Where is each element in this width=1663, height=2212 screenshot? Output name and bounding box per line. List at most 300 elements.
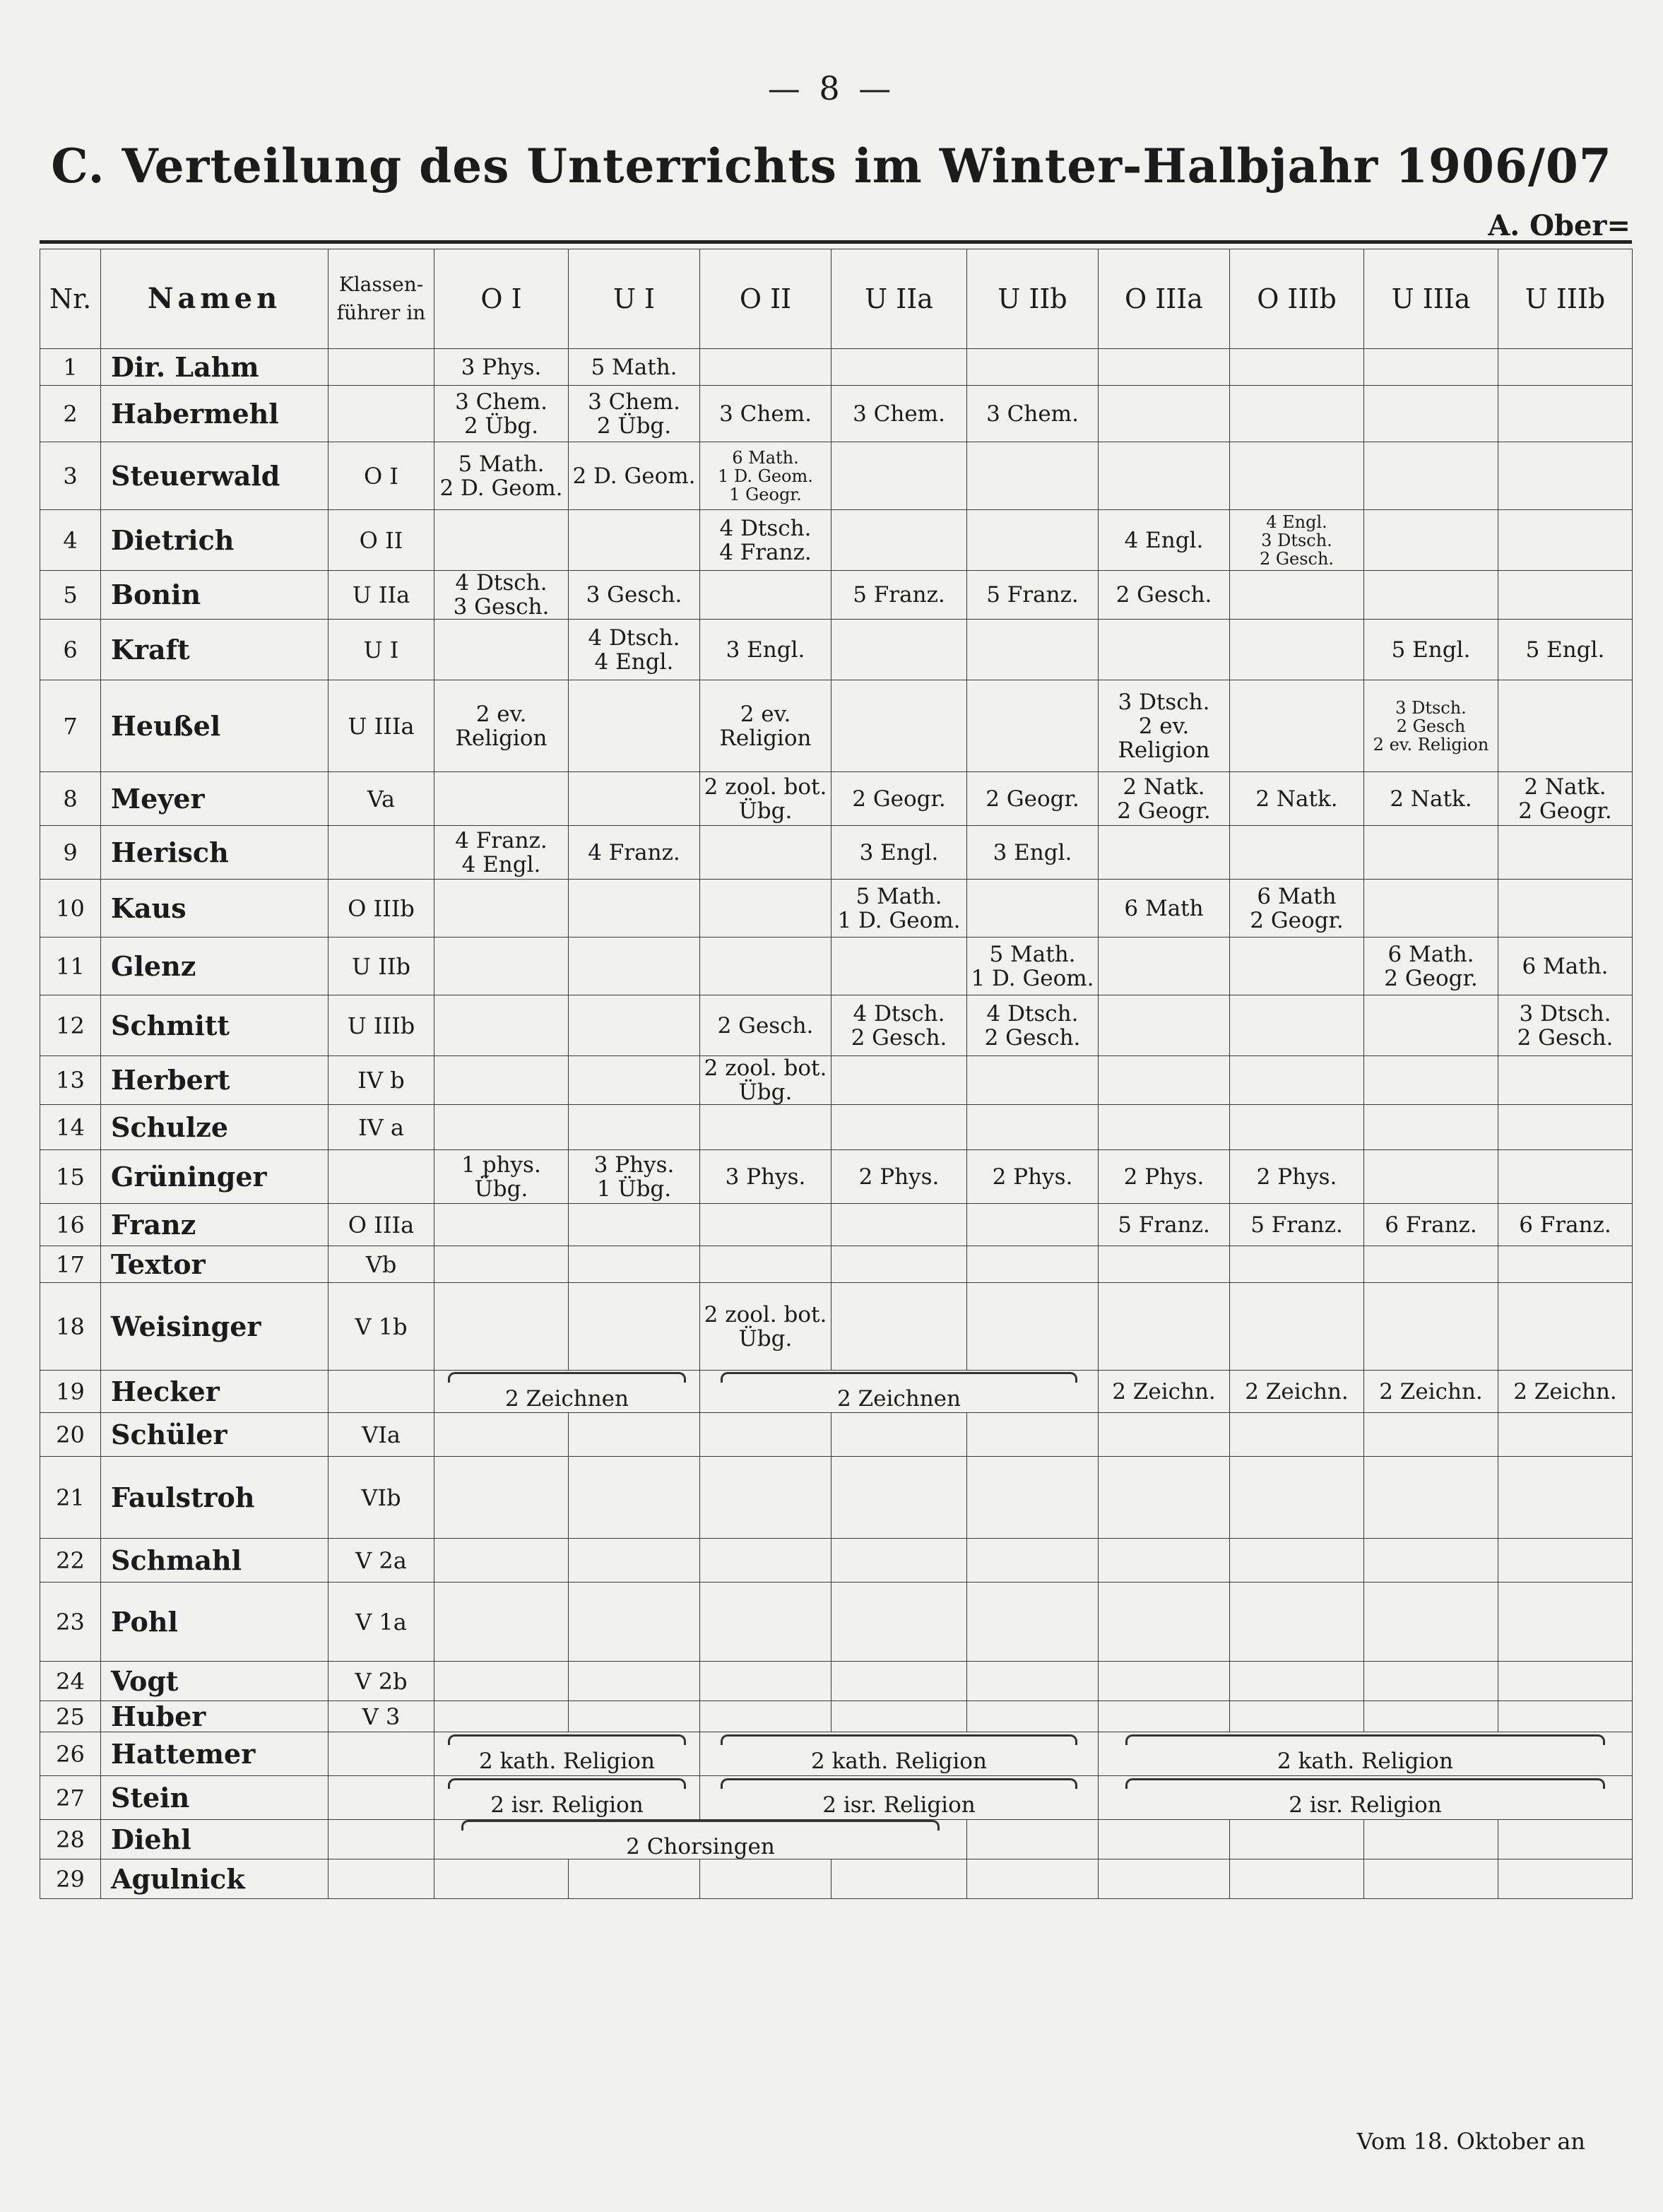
lesson-cell: 4 Dtsch. 2 Gesch. [832,995,967,1056]
lesson-cell [700,826,832,880]
lesson-cell [434,1204,569,1246]
table-row [40,772,1633,826]
row-number: 26 [40,1732,101,1776]
teacher-name: Vogt [101,1662,329,1701]
table-row [40,571,1633,620]
lesson-cell [832,1056,967,1105]
table-row [40,680,1633,772]
lesson-cell: 3 Chem. [967,386,1099,442]
lesson-cell: 5 Franz. [832,571,967,620]
class-leader: U IIb [329,938,434,995]
lesson-cell [1498,1539,1633,1583]
lesson-cell: 5 Franz. [967,571,1099,620]
lesson-cell [967,1056,1099,1105]
teacher-name: Bonin [101,571,329,620]
lesson-cell [1498,442,1633,510]
row-number: 13 [40,1056,101,1105]
lesson-cell [1498,1662,1633,1701]
lesson-cell: 2 Gesch. [700,995,832,1056]
lesson-cell [569,1662,700,1701]
brace-mark [721,1778,1078,1789]
brace-mark [448,1734,685,1745]
row-number: 25 [40,1701,101,1732]
lesson-cell [434,1105,569,1150]
lesson-cell [1364,1662,1498,1701]
lesson-cell [1099,1539,1230,1583]
lesson-cell: 4 Dtsch. 3 Gesch. [434,571,569,620]
lesson-cell [569,1105,700,1150]
lesson-cell [700,1662,832,1701]
brace-mark [448,1372,685,1383]
lesson-cell [569,680,700,772]
lesson-cell [1364,1246,1498,1283]
shared-lesson-text: 2 Zeichnen [837,1386,961,1412]
row-number: 8 [40,772,101,826]
lesson-cell [1364,880,1498,938]
teacher-name: Steuerwald [101,442,329,510]
lesson-cell [1230,1105,1364,1150]
lesson-cell [1230,571,1364,620]
shared-lesson-cell [700,1732,1099,1776]
lesson-cell [700,1539,832,1583]
lesson-cell [1364,442,1498,510]
lesson-cell [832,1539,967,1583]
lesson-cell [1099,1820,1230,1859]
row-number: 12 [40,995,101,1056]
lesson-cell: 5 Franz. [1230,1204,1364,1246]
lesson-cell [1230,1701,1364,1732]
class-leader: U IIa [329,571,434,620]
lesson-cell [1230,1820,1364,1859]
lesson-cell [832,1701,967,1732]
row-number: 20 [40,1413,101,1457]
lesson-cell [1099,1457,1230,1539]
teacher-name: Agulnick [101,1859,329,1899]
lesson-cell [832,1413,967,1457]
lesson-cell: 3 Chem. [700,386,832,442]
page-subheading: A. Ober= [1488,209,1631,242]
teacher-name: Schmitt [101,995,329,1056]
class-leader: O IIIa [329,1204,434,1246]
lesson-cell [1230,386,1364,442]
class-leader [329,1859,434,1899]
lesson-cell: 2 zool. bot. Übg. [700,1283,832,1371]
lesson-cell: 3 Engl. [700,620,832,680]
lesson-cell [832,1583,967,1662]
lesson-cell [967,1246,1099,1283]
row-number: 1 [40,349,101,386]
lesson-cell: 2 Natk. 2 Geogr. [1099,772,1230,826]
shared-lesson-text: 2 Chorsingen [626,1834,775,1859]
col-namen: Namen [101,249,329,349]
lesson-cell [1230,995,1364,1056]
lesson-cell: 2 Phys. [1099,1150,1230,1204]
teacher-name: Herisch [101,826,329,880]
lesson-cell [434,1246,569,1283]
lesson-cell: 2 zool. bot. Übg. [700,772,832,826]
lesson-cell [569,1413,700,1457]
lesson-cell [1364,1056,1498,1105]
shared-lesson-text: 2 kath. Religion [811,1749,987,1774]
col-oi: O I [434,249,569,349]
teacher-name: Schüler [101,1413,329,1457]
shared-lesson-text: 2 isr. Religion [822,1792,976,1818]
lesson-cell [1498,880,1633,938]
shared-lesson-cell [700,1371,1099,1413]
lesson-cell [1498,1413,1633,1457]
lesson-cell [1364,386,1498,442]
lesson-cell [434,620,569,680]
lesson-cell [967,510,1099,571]
shared-lesson-text: 2 Zeichnen [505,1386,629,1412]
lesson-cell [569,1539,700,1583]
lesson-cell [967,1457,1099,1539]
lesson-cell [1364,995,1498,1056]
lesson-cell: 3 Phys. [434,349,569,386]
lesson-cell [1364,1820,1498,1859]
teacher-name: Hattemer [101,1732,329,1776]
lesson-cell: 5 Franz. [1099,1204,1230,1246]
lesson-cell [1230,1056,1364,1105]
lesson-cell [569,1859,700,1899]
class-leader: Va [329,772,434,826]
lesson-cell [1498,680,1633,772]
shared-lesson-text: 2 kath. Religion [479,1749,655,1774]
teacher-name: Dir. Lahm [101,349,329,386]
lesson-cell [434,1413,569,1457]
lesson-cell [1230,826,1364,880]
lesson-cell: 5 Math. 1 D. Geom. [967,938,1099,995]
page-title: C. Verteilung des Unterrichts im Winter-Halbjahr 1906/07 [51,138,1612,194]
lesson-cell [967,1105,1099,1150]
lesson-cell [1498,349,1633,386]
lesson-cell [967,1204,1099,1246]
teacher-name: Textor [101,1246,329,1283]
lesson-cell: 3 Phys. 1 Übg. [569,1150,700,1204]
lesson-cell [1498,1457,1633,1539]
lesson-cell [832,1662,967,1701]
row-number: 5 [40,571,101,620]
teacher-name: Herbert [101,1056,329,1105]
table-row [40,1283,1633,1371]
table-row [40,1701,1633,1732]
teacher-name: Dietrich [101,510,329,571]
lesson-cell [434,1859,569,1899]
lesson-cell [832,1859,967,1899]
class-leader [329,1776,434,1820]
col-oii: O II [700,249,832,349]
lesson-cell [1230,620,1364,680]
lesson-cell [1099,1056,1230,1105]
lesson-cell [1230,1583,1364,1662]
shared-lesson-cell [434,1820,967,1859]
class-leader [329,1732,434,1776]
table-row [40,1105,1633,1150]
teacher-name: Schulze [101,1105,329,1150]
lesson-cell: 3 Chem. [832,386,967,442]
lesson-cell: 3 Gesch. [569,571,700,620]
shared-lesson-cell [1099,1732,1633,1776]
col-uiia: U IIa [832,249,967,349]
lesson-cell [569,1204,700,1246]
lesson-cell [1364,1283,1498,1371]
col-oiiia: O IIIa [1099,249,1230,349]
lesson-cell [1498,1150,1633,1204]
row-number: 22 [40,1539,101,1583]
shared-lesson-cell [1099,1776,1633,1820]
lesson-cell [1099,1283,1230,1371]
lesson-cell [832,1246,967,1283]
lesson-cell [434,772,569,826]
lesson-cell [967,680,1099,772]
lesson-cell [569,1701,700,1732]
teacher-name: Meyer [101,772,329,826]
lesson-cell [1364,510,1498,571]
lesson-cell [1364,1539,1498,1583]
lesson-cell [700,1105,832,1150]
lesson-cell: 2 Natk. [1364,772,1498,826]
lesson-cell [1099,826,1230,880]
lesson-cell: 2 Zeichn. [1230,1371,1364,1413]
lesson-cell [1498,510,1633,571]
lesson-cell: 4 Dtsch. 4 Franz. [700,510,832,571]
lesson-cell [967,620,1099,680]
lesson-cell: 4 Engl. [1099,510,1230,571]
class-leader: U IIIa [329,680,434,772]
lesson-cell [700,571,832,620]
class-leader: IV a [329,1105,434,1150]
row-number: 4 [40,510,101,571]
class-leader: V 2a [329,1539,434,1583]
shared-lesson-text: 2 isr. Religion [1289,1792,1442,1818]
row-number: 15 [40,1150,101,1204]
class-leader: U I [329,620,434,680]
lesson-cell [1230,938,1364,995]
table-row [40,826,1633,880]
table-row [40,510,1633,571]
lesson-cell: 6 Franz. [1498,1204,1633,1246]
row-number: 27 [40,1776,101,1820]
lesson-cell [700,1701,832,1732]
lesson-cell [1498,1283,1633,1371]
lesson-cell [832,1283,967,1371]
teacher-name: Weisinger [101,1283,329,1371]
shared-lesson-cell [434,1732,700,1776]
lesson-cell: 6 Franz. [1364,1204,1498,1246]
lesson-cell [1099,1105,1230,1150]
lesson-cell: 6 Math. [1498,938,1633,995]
lesson-cell [434,1539,569,1583]
brace-mark [448,1778,685,1789]
lesson-cell [434,1457,569,1539]
lesson-cell [434,1662,569,1701]
teacher-name: Franz [101,1204,329,1246]
lesson-cell [700,880,832,938]
lesson-cell [832,349,967,386]
lesson-cell: 2 Zeichn. [1364,1371,1498,1413]
class-leader [329,349,434,386]
lesson-cell [1498,571,1633,620]
teacher-name: Grüninger [101,1150,329,1204]
lesson-cell: 5 Engl. [1498,620,1633,680]
table-row [40,1776,1633,1820]
row-number: 16 [40,1204,101,1246]
lesson-cell [832,680,967,772]
lesson-cell [1364,826,1498,880]
teacher-name: Schmahl [101,1539,329,1583]
lesson-cell [967,1662,1099,1701]
table-row [40,1246,1633,1283]
lesson-cell [1230,1457,1364,1539]
brace-mark [461,1820,940,1830]
lesson-cell [1230,442,1364,510]
top-rule [40,240,1632,244]
class-leader: IV b [329,1056,434,1105]
lesson-cell [1364,1701,1498,1732]
lesson-cell [1364,1859,1498,1899]
lesson-cell: 2 Zeichn. [1498,1371,1633,1413]
lesson-cell [569,1457,700,1539]
lesson-cell: 5 Math. 1 D. Geom. [832,880,967,938]
row-number: 23 [40,1583,101,1662]
lesson-cell [569,1056,700,1105]
lesson-cell [1099,442,1230,510]
lesson-cell [967,349,1099,386]
row-number: 2 [40,386,101,442]
lesson-cell [700,1457,832,1539]
teacher-name: Huber [101,1701,329,1732]
lesson-cell: 2 Phys. [832,1150,967,1204]
lesson-cell [569,1583,700,1662]
table-row [40,995,1633,1056]
lesson-cell [700,1859,832,1899]
lesson-cell [1099,386,1230,442]
lesson-cell [1230,680,1364,772]
class-leader: VIa [329,1413,434,1457]
lesson-cell [1099,1583,1230,1662]
lesson-cell [434,1583,569,1662]
row-number: 24 [40,1662,101,1701]
lesson-cell: 2 zool. bot. Übg. [700,1056,832,1105]
teacher-name: Pohl [101,1583,329,1662]
footnote: Vom 18. Oktober an [1356,2128,1585,2155]
lesson-cell [569,938,700,995]
shared-lesson-text: 2 isr. Religion [490,1792,644,1818]
lesson-cell [1099,938,1230,995]
row-number: 19 [40,1371,101,1413]
lesson-cell: 2 Gesch. [1099,571,1230,620]
lesson-cell [967,1583,1099,1662]
lesson-cell [1498,1583,1633,1662]
class-leader [329,386,434,442]
col-klassen: Klassen-führer in [329,249,434,349]
lesson-cell [1230,1859,1364,1899]
lesson-cell [967,880,1099,938]
lesson-cell [967,1859,1099,1899]
col-uiiib: U IIIb [1498,249,1633,349]
lesson-cell [434,1056,569,1105]
lesson-cell [1099,1413,1230,1457]
lesson-cell [1364,1150,1498,1204]
lesson-cell [1230,349,1364,386]
lesson-cell [700,349,832,386]
lesson-cell [1364,571,1498,620]
table-row [40,1583,1633,1662]
class-leader: O IIIb [329,880,434,938]
lesson-cell [434,1701,569,1732]
lesson-cell: 2 ev. Religion [700,680,832,772]
table-row [40,1413,1633,1457]
lesson-cell: 3 Dtsch. 2 Gesch 2 ev. Religion [1364,680,1498,772]
table-row [40,442,1633,510]
table-row [40,880,1633,938]
lesson-cell: 2 Natk. 2 Geogr. [1498,772,1633,826]
row-number: 11 [40,938,101,995]
table-row [40,1859,1633,1899]
lesson-cell [832,510,967,571]
table-row [40,620,1633,680]
teacher-name: Faulstroh [101,1457,329,1539]
row-number: 18 [40,1283,101,1371]
teacher-name: Glenz [101,938,329,995]
row-number: 7 [40,680,101,772]
lesson-cell [434,938,569,995]
lesson-cell [832,442,967,510]
teacher-name: Diehl [101,1820,329,1859]
class-leader: O II [329,510,434,571]
table-row [40,1820,1633,1859]
lesson-cell [1498,1246,1633,1283]
lesson-cell [1230,1283,1364,1371]
table-row [40,1457,1633,1539]
teacher-name: Habermehl [101,386,329,442]
lesson-cell [1364,1583,1498,1662]
row-number: 3 [40,442,101,510]
table-row [40,1662,1633,1701]
lesson-cell [967,1820,1099,1859]
class-leader: Vb [329,1246,434,1283]
lesson-cell [700,1246,832,1283]
table-row [40,1204,1633,1246]
lesson-cell: 4 Engl. 3 Dtsch. 2 Gesch. [1230,510,1364,571]
lesson-cell [967,1413,1099,1457]
lesson-cell: 2 Zeichn. [1099,1371,1230,1413]
class-leader: V 3 [329,1701,434,1732]
col-ui: U I [569,249,700,349]
col-oiiib: O IIIb [1230,249,1364,349]
class-leader [329,1150,434,1204]
lesson-cell [1099,1859,1230,1899]
lesson-cell [1364,1413,1498,1457]
shared-lesson-cell [434,1371,700,1413]
row-number: 6 [40,620,101,680]
lesson-cell [434,1283,569,1371]
lesson-cell: 6 Math. 2 Geogr. [1364,938,1498,995]
lesson-cell [1099,620,1230,680]
lesson-cell: 2 D. Geom. [569,442,700,510]
lesson-cell: 3 Dtsch. 2 ev. Religion [1099,680,1230,772]
lesson-cell [700,1413,832,1457]
row-number: 9 [40,826,101,880]
row-number: 21 [40,1457,101,1539]
table-row [40,1056,1633,1105]
lesson-cell [569,880,700,938]
lesson-cell: 4 Dtsch. 2 Gesch. [967,995,1099,1056]
lesson-cell [1099,349,1230,386]
lesson-cell: 6 Math. 1 D. Geom. 1 Geogr. [700,442,832,510]
lesson-cell [1099,995,1230,1056]
row-number: 14 [40,1105,101,1150]
